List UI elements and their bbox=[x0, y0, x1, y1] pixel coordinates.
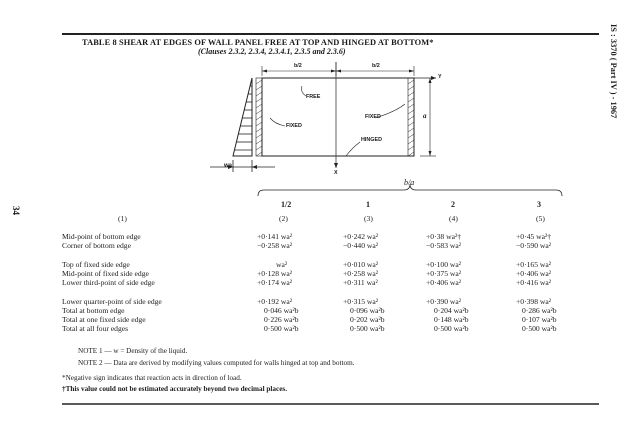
table-cell: +0·192 wa² bbox=[257, 297, 293, 306]
label-b-half-right: b/2 bbox=[372, 63, 380, 69]
label-x: X bbox=[334, 170, 338, 176]
label-fixed-right: FIXED bbox=[365, 114, 381, 120]
row-label: Lower third-point of side edge bbox=[62, 278, 155, 287]
column-number-5: (5) bbox=[536, 214, 545, 223]
page-number: 34 bbox=[11, 206, 21, 215]
row-label: Mid-point of fixed side edge bbox=[62, 269, 149, 278]
table-cell: 0·046 wa²b bbox=[264, 306, 299, 315]
table-cell: +0·165 wa² bbox=[516, 260, 552, 269]
footnote-1: *Negative sign indicates that reaction acts in direction of load. bbox=[62, 374, 242, 382]
table-cell: −0·590 wa² bbox=[516, 241, 552, 250]
table-cell: +0·258 wa² bbox=[343, 269, 379, 278]
ratio-value-2: 1 bbox=[366, 200, 370, 209]
table-cell: +0·45 wa²† bbox=[516, 232, 552, 241]
label-wa: wa bbox=[224, 163, 233, 169]
table-cell: +0·141 wa² bbox=[257, 232, 293, 241]
label-b-half-left: b/2 bbox=[294, 63, 302, 69]
column-number-4: (4) bbox=[449, 214, 458, 223]
table-cell: 0·226 wa²b bbox=[264, 315, 299, 324]
column-number-1: (1) bbox=[118, 214, 127, 223]
table-cell: 0·107 wa²b bbox=[522, 315, 557, 324]
table-cell: 0·148 wa²b bbox=[434, 315, 469, 324]
footnote-2: †This value could not be estimated accurately beyond two decimal places. bbox=[62, 385, 287, 393]
standard-code: IS : 3370 ( Part IV ) - 1967 bbox=[609, 24, 618, 119]
table-clauses: (Clauses 2.3.2, 2.3.4, 2.3.4.1, 2.3.5 and 2.3.6) bbox=[198, 47, 346, 56]
table-cell: +0·242 wa² bbox=[343, 232, 379, 241]
table-title: TABLE 8 SHEAR AT EDGES OF WALL PANEL FREE AT TOP AND HINGED AT BOTTOM* bbox=[82, 38, 434, 47]
table-cell: −0·258 wa² bbox=[257, 241, 293, 250]
table-cell: wa² bbox=[276, 260, 288, 269]
table-cell: +0·100 wa² bbox=[426, 260, 462, 269]
table-cell: +0·315 wa² bbox=[343, 297, 379, 306]
row-label: Lower quarter-point of side edge bbox=[62, 297, 162, 306]
row-label: Corner of bottom edge bbox=[62, 241, 131, 250]
table-cell: −0·583 wa² bbox=[426, 241, 462, 250]
table-cell: +0·38 wa²† bbox=[426, 232, 462, 241]
table-cell: −0·440 wa² bbox=[343, 241, 379, 250]
column-number-2: (2) bbox=[279, 214, 288, 223]
column-number-3: (3) bbox=[364, 214, 373, 223]
label-a: a bbox=[423, 112, 427, 120]
table-cell: 0·500 wa²b bbox=[350, 324, 385, 333]
row-label: Total at one fixed side edge bbox=[62, 315, 146, 324]
table-cell: +0·416 wa² bbox=[516, 278, 552, 287]
table-cell: +0·406 wa² bbox=[516, 269, 552, 278]
row-label: Top of fixed side edge bbox=[62, 260, 130, 269]
table-cell: 0·204 wa²b bbox=[434, 306, 469, 315]
table-cell: +0·311 wa² bbox=[343, 278, 378, 287]
label-fixed-left: FIXED bbox=[286, 123, 302, 129]
row-label: Mid-point of bottom edge bbox=[62, 232, 141, 241]
table-cell: 0·202 wa²b bbox=[350, 315, 385, 324]
table-cell: +0·398 wa² bbox=[516, 297, 552, 306]
table-cell: 0·500 wa²b bbox=[522, 324, 557, 333]
label-free: FREE bbox=[306, 94, 321, 100]
table-cell: 0·096 wa²b bbox=[350, 306, 385, 315]
note-1: NOTE 1 — w = Density of the liquid. bbox=[78, 347, 188, 355]
label-hinged: HINGED bbox=[361, 137, 382, 143]
ratio-value-4: 3 bbox=[537, 200, 541, 209]
table-cell: +0·010 wa² bbox=[343, 260, 379, 269]
table-cell: +0·390 wa² bbox=[426, 297, 462, 306]
row-label: Total at all four edges bbox=[62, 324, 129, 333]
table-cell: 0·500 wa²b bbox=[264, 324, 299, 333]
row-label: Total at bottom edge bbox=[62, 306, 125, 315]
label-y: Y bbox=[438, 74, 442, 80]
table-cell: 0·500 wa²b bbox=[434, 324, 469, 333]
table-cell: +0·128 wa² bbox=[257, 269, 293, 278]
ratio-value-1: 1/2 bbox=[281, 200, 292, 209]
note-2: NOTE 2 — Data are derived by modifying values computed for walls hinged at top and bottom. bbox=[78, 359, 355, 367]
table-cell: 0·286 wa²b bbox=[522, 306, 557, 315]
table-cell: +0·174 wa² bbox=[257, 278, 293, 287]
ratio-value-3: 2 bbox=[451, 200, 455, 209]
table-cell: +0·406 wa² bbox=[426, 278, 462, 287]
ratio-label: b/a bbox=[404, 178, 415, 187]
table-cell: +0·375 wa² bbox=[426, 269, 462, 278]
